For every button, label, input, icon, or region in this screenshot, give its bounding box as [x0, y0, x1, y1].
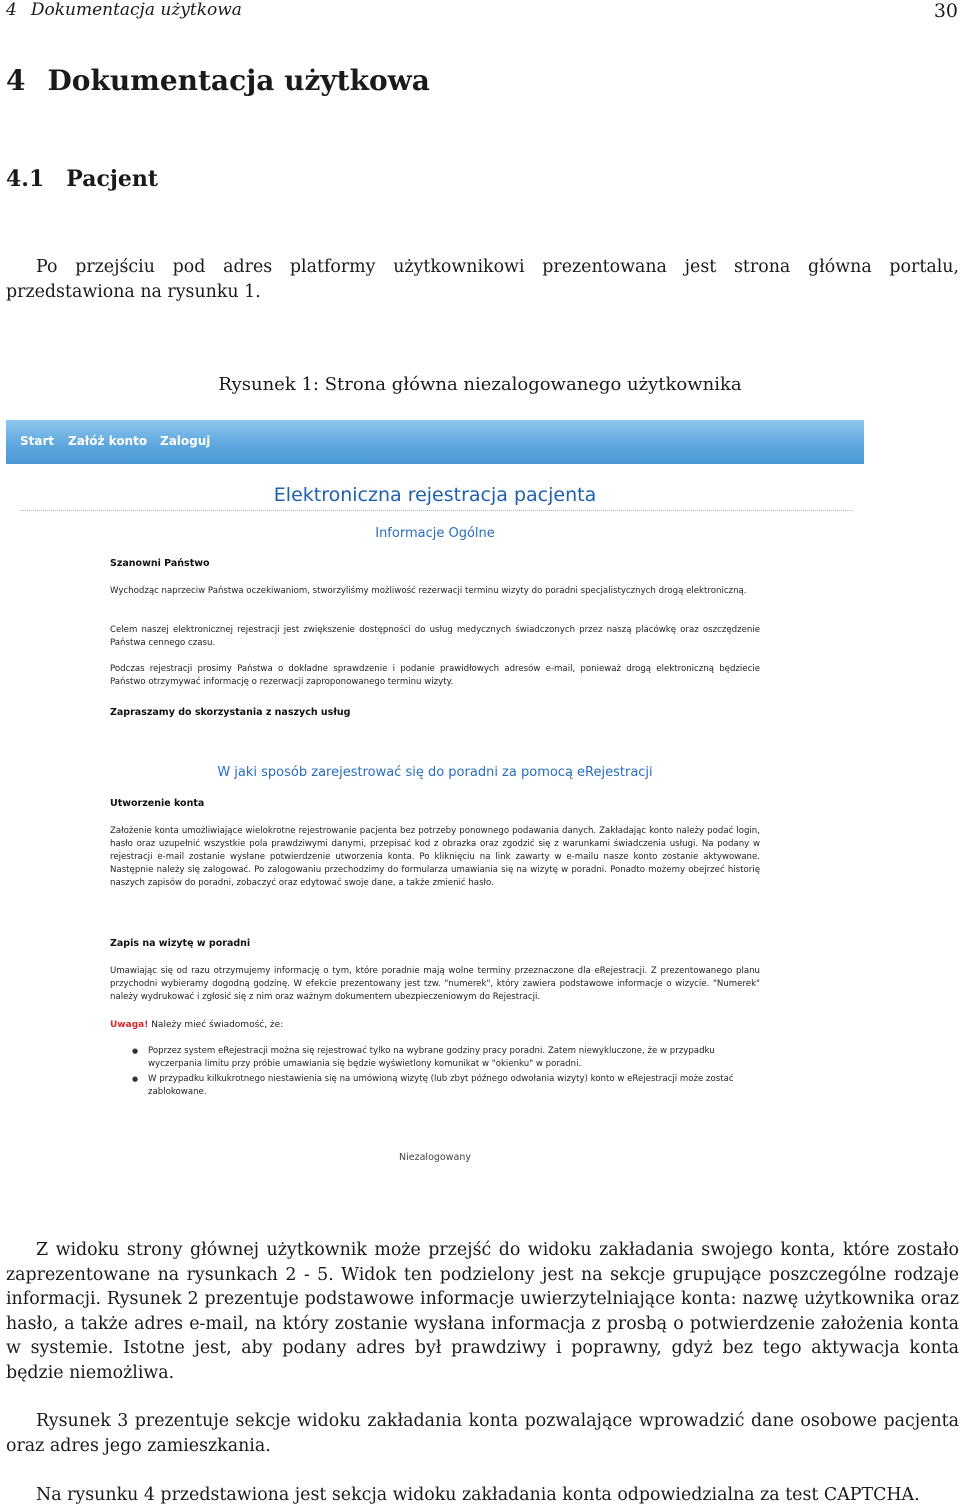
- info-title: Informacje Ogólne: [375, 526, 495, 541]
- login-status: Niezalogowany: [399, 1152, 471, 1163]
- account-heading: Utworzenie konta: [110, 798, 205, 809]
- running-head-section-title: Dokumentacja użytkowa: [30, 0, 242, 20]
- running-head: [6, 0, 958, 24]
- info-paragraph-1: Wychodząc naprzeciw Państwa oczekiwaniom, stworzyliśmy możliwość rezerwacji terminu wizyty do poradni specjalistycznych drogą elektroniczną.: [110, 586, 747, 596]
- nav-register-link[interactable]: Załóż konto: [68, 434, 148, 448]
- intro-paragraph: Po przejściu pod adres platformy użytkownikowi prezentowana jest strona główna portalu, przedstawiona na rysunku 1.: [6, 257, 959, 302]
- subsection-heading: [6, 166, 158, 192]
- warning-label: Uwaga!: [110, 1020, 149, 1030]
- section-title: Dokumentacja użytkowa: [47, 64, 430, 97]
- warning-line: [110, 1020, 283, 1030]
- greeting-heading: Szanowni Państwo: [110, 558, 210, 569]
- paragraph-4: [6, 1483, 959, 1508]
- warning-text: Należy mieć świadomość, że:: [151, 1020, 284, 1030]
- info-paragraph-3: Podczas rejestracji prosimy Państwa o dokładne sprawdzenie i podanie prawidłowych adresów e-mail, ponieważ drogą elektroniczną będziecie Państwo otrzymywać informację o rezerwacji zaproponowanego terminu wizyty.: [110, 664, 760, 687]
- paragraph-4-text: Na rysunku 4 przedstawiona jest sekcja widoku zakładania konta odpowiedzialna za test CAPTCHA.: [36, 1485, 920, 1505]
- visit-heading: Zapis na wizytę w poradni: [110, 938, 251, 949]
- subsection-number: 4.1: [6, 166, 45, 192]
- invite-heading: Zapraszamy do skorzystania z naszych usług: [110, 707, 351, 718]
- section-heading: [6, 64, 430, 97]
- section-number: 4: [6, 64, 26, 97]
- figure-caption: Rysunek 1: Strona główna niezalogowanego użytkownika: [218, 374, 742, 395]
- nav-start-link[interactable]: Start: [20, 434, 55, 448]
- warning-list: [130, 1045, 760, 1101]
- page-number: 30: [933, 0, 958, 22]
- account-text: Założenie konta umożliwiające wielokrotne rejestrowanie pacjenta bez potrzeby ponownego podawania danych. Zakładając konto należy podać login, hasło oraz uzupełnić wszystkie pola prawdziwymi danymi, przepisać kod z obrazka oraz zgodzić się z warunkami świadczenia usługi. Na podany w rejestracji e-mail zostanie wysłane potwierdzenie utworzenia konta. Po kliknięciu na link zawarty w e-mailu nasze konto zostanie aktywowane. Następnie należy się zalogować. Po zalogowaniu przechodzimy do formularza umawiania się na wizytę w poradni. Ponadto możemy obejrzeć historię naszych zapisów do poradni, zobaczyć oraz edytować swoje dane, a także zmienić hasło.: [110, 826, 760, 888]
- figure-screenshot: [6, 420, 864, 1180]
- nav-login-link[interactable]: Zaloguj: [160, 434, 211, 448]
- running-head-title: [6, 0, 242, 20]
- list-item: ● Poprzez system eRejestracji można się rejestrować tylko na wybrane godziny pracy poradni. Zatem niewykluczone, że w przypadku wyczerpania limitu przy próbie umawiania się będzie wyświetlony komunikat w "okienku" w poradni.: [130, 1045, 760, 1071]
- divider: [20, 510, 852, 511]
- site-title: Elektroniczna rejestracja pacjenta: [273, 484, 597, 506]
- subsection-title: Pacjent: [66, 166, 158, 192]
- paragraph-3: [6, 1409, 959, 1458]
- paragraph-3-text: Rysunek 3 prezentuje sekcje widoku zakładania konta pozwalające wprowadzić dane osobowe pacjenta oraz adres jego zamieszkania.: [6, 1411, 959, 1456]
- info-paragraph-2: Celem naszej elektronicznej rejestracji jest zwiększenie dostępności do usług medycznych świadczonych przez naszą placówkę oraz oszczędzenie Państwa cennego czasu.: [110, 625, 760, 648]
- running-head-section-number: 4: [6, 0, 17, 20]
- paragraph-2: [6, 1238, 959, 1385]
- visit-text: Umawiając się od razu otrzymujemy informację o tym, które poradnie mają wolne terminy przeznaczone dla eRejestracji. Z prezentowanego planu przychodni wybieramy dogodną godzinę. W efekcie prezentowany jest tzw. "numerek", który zawiera podstawowe informacje o wizycie. "Numerek" należy wydrukować i zgłosić się z nim oraz ważnym dokumentem ubezpieczeniowym do Rejestracji.: [110, 966, 760, 1002]
- screenshot-navbar: [6, 420, 864, 464]
- how-to-title: W jaki sposób zarejestrować się do poradni za pomocą eRejestracji: [217, 765, 653, 780]
- list-item: ● W przypadku kilkukrotnego niestawienia się na umówioną wizytę (lub zbyt późnego odwołania wizyty) konto w eRejestracji może zostać zablokowane.: [130, 1073, 760, 1099]
- paragraph-2-text: Z widoku strony głównej użytkownik może przejść do widoku zakładania swojego konta, które zostało zaprezentowane na rysunkach 2 - 5. Widok ten podzielony jest na sekcje grupujące poszczególne rodzaje informacji. Rysunek 2 prezentuje podstawowe informacje uwierzytelniające konta: nazwę użytkownika oraz hasło, a także adres e-mail, na który zostanie wysłana informacja z prosbą o potwierdzenie założenia konta w systemie. Istotne jest, aby podany adres był prawdziwy i poprawny, gdyż bez tego aktywacja konta będzie niemożliwa.: [6, 1240, 959, 1383]
